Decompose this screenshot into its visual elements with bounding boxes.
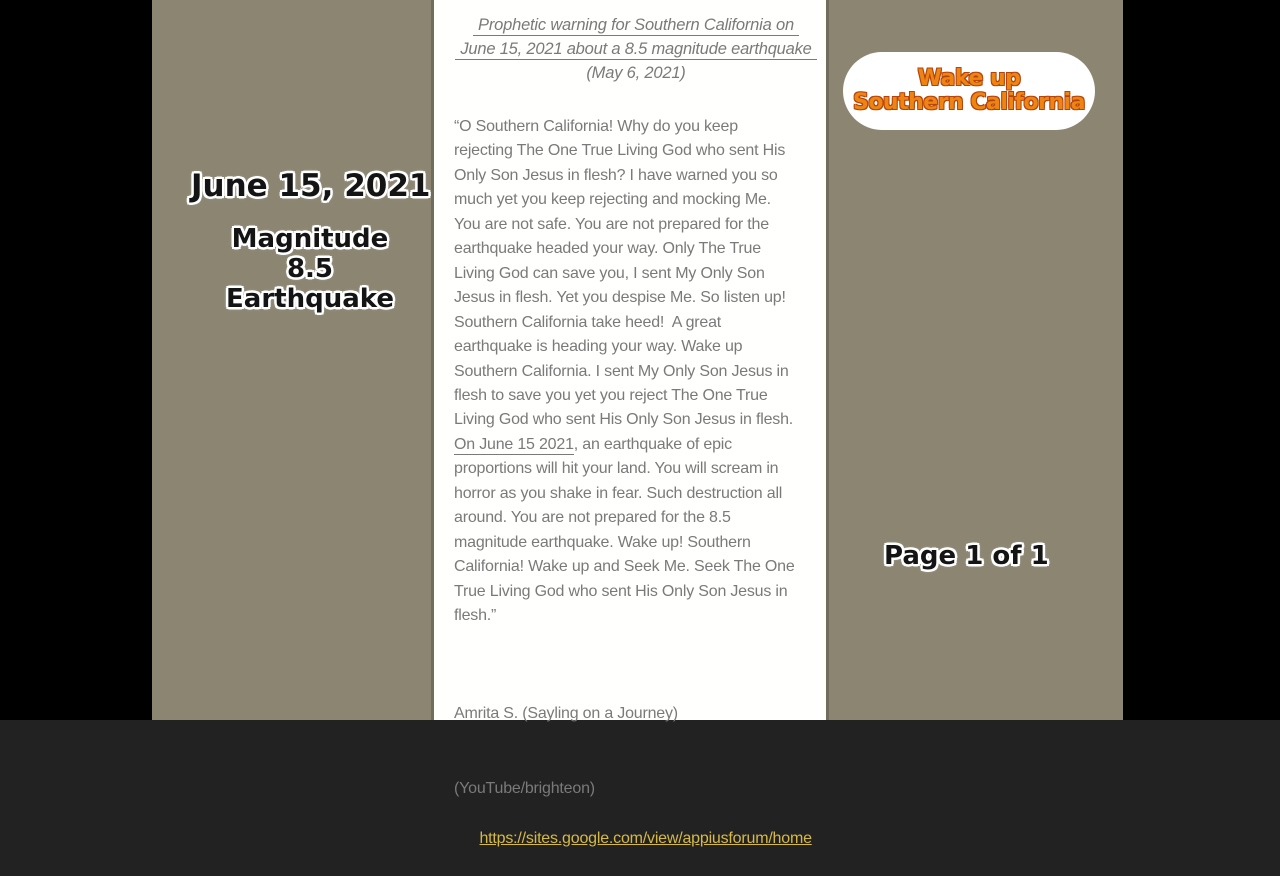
body-line: Only Son Jesus in flesh? I have warned you so [454,166,778,184]
body-line: magnitude earthquake. Wake up! Southern [454,533,751,551]
body-line: California! Wake up and Seek Me. Seek The One [454,558,795,576]
body-line: rejecting The One True Living God who sent His [454,142,786,160]
body-line: earthquake headed your way. Only The True [454,240,761,258]
caption-date: June 15, 2021 [191,168,431,204]
caption-magnitude-line2: Earthquake [226,284,394,314]
document-title-line2: June 15, 2021 about a 8.5 magnitude earthquake [454,37,818,61]
body-line: Living God can save you, I sent My Only Son [454,264,765,282]
document-title-date: (May 6, 2021) [586,64,686,82]
wake-up-bubble [843,52,1095,130]
body-line: flesh.” [454,607,497,625]
body-line: You are not safe. You are not prepared for the [454,215,769,233]
caption-page-indicator: Page 1 of 1 [884,541,1049,571]
document-body [454,115,818,629]
document-title-line1: Prophetic warning for Southern California on [454,13,818,37]
body-line: flesh to save you yet you reject The One True [454,386,768,404]
document-panel [431,0,829,847]
signature-platform: (YouTube/brighteon) [454,779,595,797]
signature-name: Amrita S. (Sayling on a Journey) [454,704,678,722]
body-line: around. You are not prepared for the 8.5 [454,509,731,527]
body-line: Jesus in flesh. Yet you despise Me. So listen up! [454,289,786,307]
body-line: horror as you shake in fear. Such destruction all [454,484,783,502]
body-line: Southern California. I sent My Only Son Jesus in [454,362,789,380]
bubble-line1: Wake up [917,66,1021,91]
document-link[interactable]: https://sites.google.com/view/appiusforum/home [479,829,812,847]
body-line: Living God who sent His Only Son Jesus in flesh. [454,411,794,429]
body-line: proportions will hit your land. You will scream in [454,460,779,478]
body-line: “O Southern California! Why do you keep [454,118,738,135]
body-line: Southern California take heed! A great [454,313,722,331]
bubble-line2: Southern California [852,90,1086,115]
body-line: On June 15 2021, an earthquake of epic [454,435,732,453]
caption-magnitude [210,224,410,314]
document-title [454,13,818,85]
body-line: True Living God who sent His Only Son Jesus in [454,582,788,600]
body-line: much yet you keep rejecting and mocking Me. [454,191,771,209]
body-line: earthquake is heading your way. Wake up [454,338,743,356]
caption-magnitude-line1: Magnitude 8.5 [231,224,389,284]
document-footer [454,651,818,876]
